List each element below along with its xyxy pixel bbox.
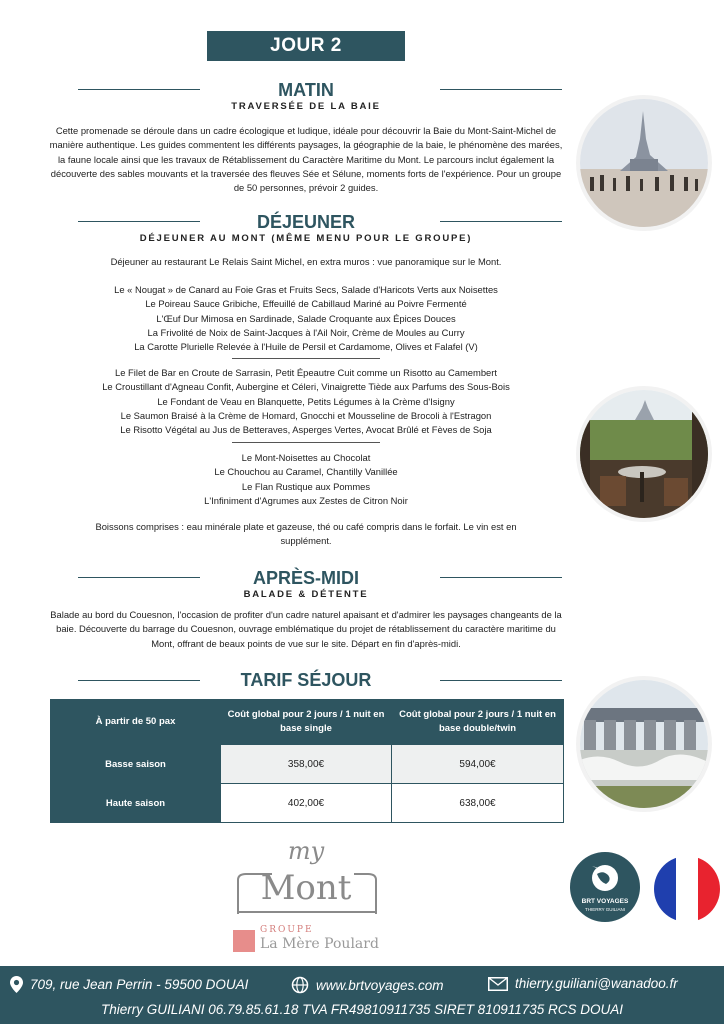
matin-header <box>50 79 562 112</box>
footer-website[interactable] <box>291 976 444 994</box>
season-label: Haute saison <box>51 784 221 823</box>
apresmidi-header <box>50 567 562 600</box>
menu-item: Le Fondant de Veau en Blanquette, Petits Légumes à la Crème d'Isigny <box>157 395 455 407</box>
menu-item: Le Croustillant d'Agneau Confit, Aubergine et Céleri, Vinaigrette Tiède aux Parfums des Sous-Bois <box>102 381 510 393</box>
table-row <box>51 745 564 784</box>
menu-item: La Frivolité de Noix de Saint-Jacques à l'Ail Noir, Crème de Moules au Curry <box>147 326 465 338</box>
price-double: 638,00€ <box>392 784 564 823</box>
menu-entrees <box>48 283 564 354</box>
mymont-top: my <box>287 837 325 865</box>
website-link[interactable]: www.brtvoyages.com <box>316 977 444 993</box>
matin-subtitle: TRAVERSÉE DE LA BAIE <box>231 101 381 112</box>
menu-separator <box>232 442 380 443</box>
menu-item: Le « Nougat » de Canard au Foie Gras et Fruits Secs, Salade d'Haricots Verts aux Noisettes <box>114 284 498 295</box>
header-rule-left <box>78 89 200 90</box>
footer-contact-row <box>0 976 724 996</box>
menu-desserts <box>48 451 564 508</box>
mail-icon <box>488 977 508 991</box>
flag-stripe-blue <box>654 856 676 922</box>
menu-item: Le Filet de Bar en Croute de Sarrasin, Petit Épeautre Cuit comme un Risotto au Camembert <box>115 367 497 378</box>
dejeuner-title: DÉJEUNER <box>256 212 356 232</box>
menu-item: L'Infiniment d'Agrumes aux Zestes de Citron Noir <box>204 494 408 506</box>
tarif-header <box>50 669 562 691</box>
header-rule-right <box>440 680 562 681</box>
brt-voyages-logo <box>570 852 640 922</box>
header-rule-left <box>78 221 200 222</box>
header-rule-right <box>440 89 562 90</box>
menu-item: Le Mont-Noisettes au Chocolat <box>241 452 371 463</box>
photo-mont-crossing <box>580 99 708 227</box>
poulard-emblem-icon <box>233 930 255 952</box>
brt-name: BRT VOYAGES <box>581 898 629 905</box>
menu-item: La Carotte Plurielle Relevée à l'Huile de Persil et Cardamome, Olives et Falafel (V) <box>134 341 478 353</box>
french-flag-icon <box>654 856 720 922</box>
matin-text: Cette promenade se déroule dans un cadre écologique et ludique, idéale pour découvrir la Baie du Mont-Saint-Michel de manière authentique. Les guides commentent les différents paysages, la géographie de la baie, le phénomène des marées, la faune locale ainsi que les travaux de Rétablissement du Caractère Maritime du Mont. Le parcours inclut également la découverte des sables mouvants et la traversée des fleuves Sée et Sélune, moments forts de l'expérience. Pour un groupe de 50 personnes, prévoir 2 guides. <box>49 125 563 194</box>
dejeuner-header <box>50 211 562 244</box>
menu-item: Le Chouchou au Caramel, Chantilly Vanillée <box>214 466 398 478</box>
photo-restaurant-terrace <box>580 390 708 518</box>
tarif-table <box>50 699 564 823</box>
price-single: 358,00€ <box>221 745 392 784</box>
flag-stripe-white <box>676 856 698 922</box>
apresmidi-title: APRÈS-MIDI <box>252 568 359 588</box>
tarif-header-row <box>51 700 564 745</box>
footer-address <box>10 976 248 993</box>
dejeuner-boissons: Boissons comprises : eau minérale plate et gazeuse, thé ou café compris dans le forfait. Le vin est en supplément. <box>95 521 517 547</box>
season-label: Basse saison <box>51 745 221 784</box>
tarif-header-cell: À partir de 50 pax <box>51 700 221 745</box>
menu-plats <box>48 366 564 437</box>
brt-sub: THIERRY GUILIANI <box>584 907 626 912</box>
header-rule-right <box>440 577 562 578</box>
tarif-header-cell: Coût global pour 2 jours / 1 nuit en base single <box>221 700 392 745</box>
tarif-header-cell: Coût global pour 2 jours / 1 nuit en base double/twin <box>392 700 564 745</box>
header-rule-left <box>78 680 200 681</box>
mymont-bottom: Mont <box>260 868 352 908</box>
menu-item: Le Risotto Végétal au Jus de Betteraves, Asperges Vertes, Avocat Brûlé et Fèves de Soja <box>120 424 492 436</box>
menu-item: Le Saumon Braisé à la Crème de Homard, Gnocchi et Mousseline de Brocoli à l'Estragon <box>120 409 492 421</box>
menu-separator <box>232 358 380 359</box>
footer <box>0 966 724 1024</box>
header-rule-left <box>78 577 200 578</box>
flag-stripe-red <box>698 856 720 922</box>
header-rule-right <box>440 221 562 222</box>
dejeuner-intro: Déjeuner au restaurant Le Relais Saint Michel, en extra muros : vue panoramique sur le Mont. <box>110 256 502 267</box>
menu-item: L'Œuf Dur Mimosa en Sardinade, Salade Croquante aux Épices Douces <box>156 312 456 324</box>
mere-poulard-label: La Mère Poulard <box>260 936 379 952</box>
menu-item: Le Poireau Sauce Gribiche, Effeuillé de Cabillaud Mariné au Poivre Fermenté <box>145 298 467 310</box>
day-banner: JOUR 2 <box>207 31 405 61</box>
tarif-title: TARIF SÉJOUR <box>240 670 372 690</box>
photo-barrage-couesnon <box>580 680 708 808</box>
mymont-logo <box>226 838 386 918</box>
price-double: 594,00€ <box>392 745 564 784</box>
menu-item: Le Flan Rustique aux Pommes <box>241 480 371 492</box>
footer-legal: Thierry GUILIANI 06.79.85.61.18 TVA FR49810911735 SIRET 810911735 RCS DOUAI <box>100 1002 624 1017</box>
matin-title: MATIN <box>278 80 334 100</box>
price-single: 402,00€ <box>221 784 392 823</box>
apresmidi-text: Balade au bord du Couesnon, l'occasion de profiter d'un cadre naturel apaisant et d'admirer les paysages changeants de la baie. Découverte du barrage du Couesnon, ouvrage emblématique du projet de rétablissement du caractère maritime du Mont, offrant de beaux points de vue sur le site. Départ en fin d'après-midi. <box>50 609 562 649</box>
mere-poulard-logo <box>230 925 390 955</box>
footer-email[interactable] <box>488 976 678 991</box>
email-link[interactable]: thierry.guiliani@wanadoo.fr <box>515 976 678 991</box>
globe-icon <box>291 976 309 994</box>
location-pin-icon <box>10 976 23 993</box>
dejeuner-subtitle: DÉJEUNER AU MONT (MÊME MENU POUR LE GROUPE) <box>139 233 473 244</box>
groupe-label: GROUPE <box>260 925 314 935</box>
address-text: 709, rue Jean Perrin - 59500 DOUAI <box>30 977 249 992</box>
apresmidi-subtitle: BALADE & DÉTENTE <box>243 589 369 600</box>
table-row <box>51 784 564 823</box>
